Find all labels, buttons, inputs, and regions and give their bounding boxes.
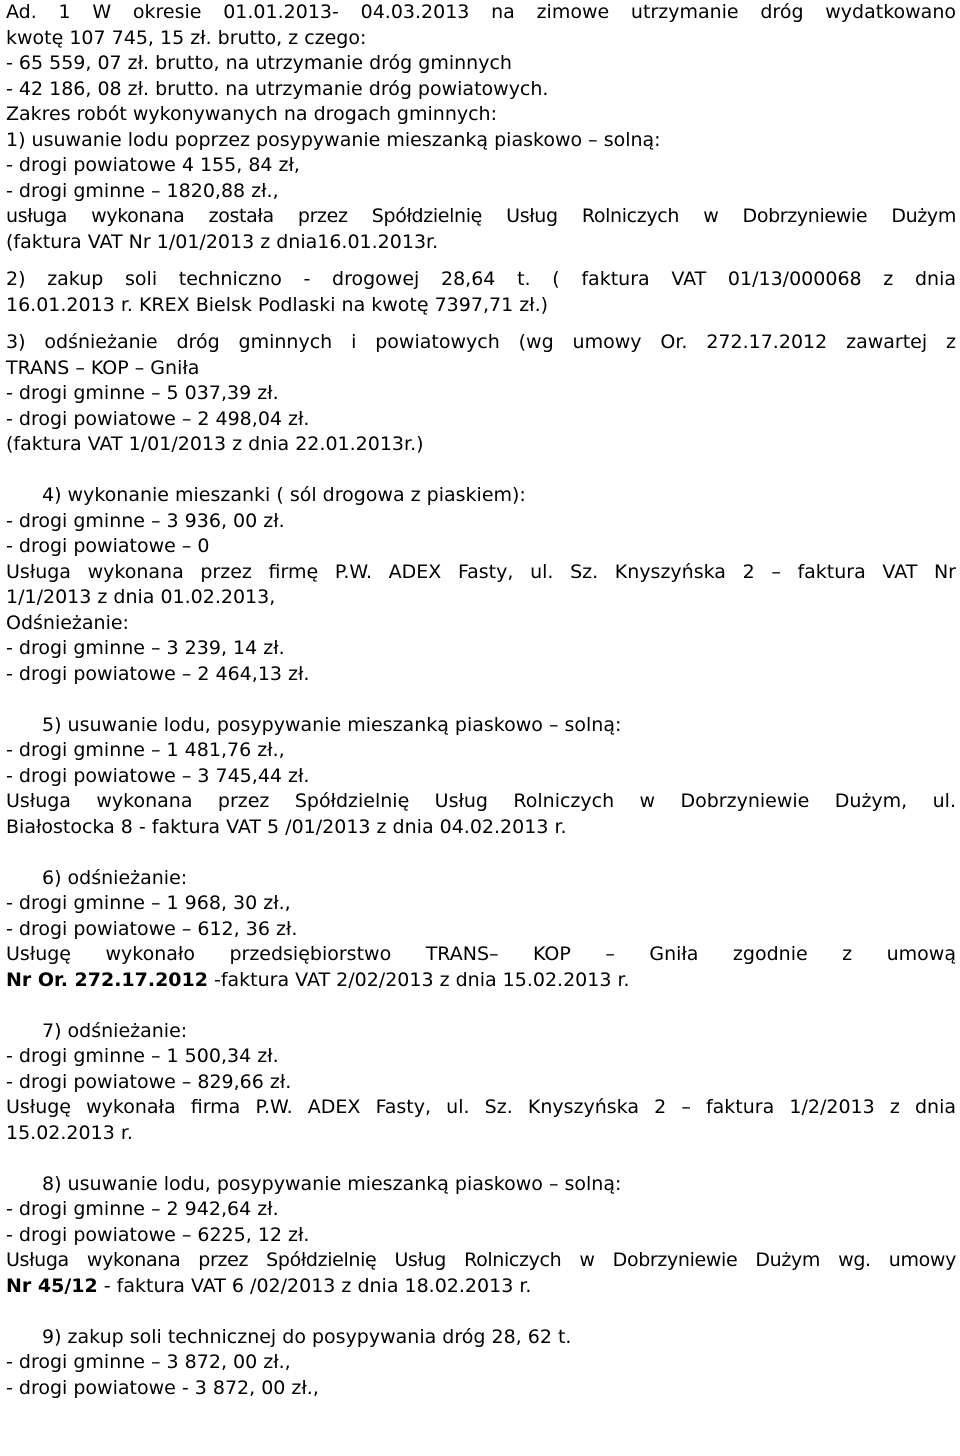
item5-line-b: - drogi powiatowe – 3 745,44 zł. xyxy=(6,764,310,787)
intro-line-4: - 42 186, 08 zł. brutto. na utrzymanie dróg powiatowych. xyxy=(6,77,549,100)
intro-line-2: kwotę 107 745, 15 zł. brutto, z czego: xyxy=(6,26,367,49)
item6-line-a: - drogi gminne – 1 968, 30 zł., xyxy=(6,892,291,914)
item7-line-a: - drogi gminne – 1 500,34 zł. xyxy=(6,1045,279,1067)
item8-title: 8) usuwanie lodu, posypywanie mieszanką piaskowo – solną: xyxy=(42,1172,622,1195)
item6-invoice: -faktura VAT 2/02/2013 z dnia 15.02.2013 r. xyxy=(207,968,630,991)
item4-line-d: 1/1/2013 z dnia 01.02.2013, xyxy=(6,586,276,608)
item4-line-c: Usługa wykonana przez firmę P.W. ADEX Fasty, ul. Sz. Knyszyńska 2 – faktura VAT Nr xyxy=(6,560,956,583)
item9-title: 9) zakup soli technicznej do posypywania dróg 28, 62 t. xyxy=(42,1325,572,1348)
item6-contract-number: Nr Or. 272.17.2012 xyxy=(6,968,208,991)
item9-line-b: - drogi powiatowe - 3 872, 00 zł., xyxy=(6,1376,319,1399)
item4-line-f: - drogi gminne – 3 239, 14 zł. xyxy=(6,637,285,659)
item8-line-a: - drogi gminne – 2 942,64 zł. xyxy=(6,1198,279,1220)
intro-line-1: Ad. 1 W okresie 01.01.2013- 04.03.2013 na zimowe utrzymanie dróg wydatkowano xyxy=(6,1,956,23)
item1-title: 1) usuwanie lodu poprzez posypywanie mieszanką piaskowo – solną: xyxy=(6,128,661,151)
item6-title: 6) odśnieżanie: xyxy=(42,866,188,889)
item6-line-c: Usługę wykonało przedsiębiorstwo TRANS– KOP – Gniła zgodnie z umową xyxy=(6,943,956,965)
item1-line-b: - drogi gminne – 1820,88 zł., xyxy=(6,179,279,202)
item7-line-d: 15.02.2013 r. xyxy=(6,1121,133,1144)
document-page xyxy=(6,0,956,1401)
item3-line-b: TRANS – KOP – Gniła xyxy=(6,356,200,379)
item1-line-a: - drogi powiatowe 4 155, 84 zł, xyxy=(6,154,300,176)
item7-line-c: Usługę wykonała firma P.W. ADEX Fasty, ul. Sz. Knyszyńska 2 – faktura 1/2/2013 z dnia xyxy=(6,1096,956,1118)
scope-heading: Zakres robót wykonywanych na drogach gminnych: xyxy=(6,103,497,125)
item5-line-a: - drogi gminne – 1 481,76 zł., xyxy=(6,739,285,761)
item6-line-d xyxy=(6,968,956,994)
item5-line-d: Białostocka 8 - faktura VAT 5 /01/2013 z dnia 04.02.2013 r. xyxy=(6,815,567,838)
item2-line-a: 2) zakup soli techniczno - drogowej 28,64 t. ( faktura VAT 01/13/000068 z dnia xyxy=(6,268,956,290)
item1-line-c: usługa wykonana została przez Spółdzielnię Usług Rolniczych w Dobrzyniewie Dużym xyxy=(6,205,956,227)
item4-line-a: - drogi gminne – 3 936, 00 zł. xyxy=(6,509,285,532)
item8-line-c: Usługa wykonana przez Spółdzielnię Usług Rolniczych w Dobrzyniewie Dużym wg. umowy xyxy=(6,1249,956,1271)
item4-line-g: - drogi powiatowe – 2 464,13 zł. xyxy=(6,662,310,685)
item6-line-b: - drogi powiatowe – 612, 36 zł. xyxy=(6,917,298,940)
item1-line-d: (faktura VAT Nr 1/01/2013 z dnia16.01.2013r. xyxy=(6,230,439,253)
intro-line-3: - 65 559, 07 zł. brutto, na utrzymanie dróg gminnych xyxy=(6,52,512,74)
item5-title: 5) usuwanie lodu, posypywanie mieszanką piaskowo – solną: xyxy=(42,713,622,736)
item4-line-b: - drogi powiatowe – 0 xyxy=(6,535,210,557)
item8-contract-number: Nr 45/12 xyxy=(6,1274,98,1297)
item5-line-c: Usługa wykonana przez Spółdzielnię Usług Rolniczych w Dobrzyniewie Dużym, ul. xyxy=(6,790,956,812)
item3-line-c: - drogi gminne – 5 037,39 zł. xyxy=(6,382,279,404)
item7-line-b: - drogi powiatowe – 829,66 zł. xyxy=(6,1070,292,1093)
item3-line-e: (faktura VAT 1/01/2013 z dnia 22.01.2013r.) xyxy=(6,433,424,455)
item8-invoice: - faktura VAT 6 /02/2013 z dnia 18.02.2013 r. xyxy=(97,1274,532,1297)
item3-line-d: - drogi powiatowe – 2 498,04 zł. xyxy=(6,407,310,430)
item2-line-b: 16.01.2013 r. KREX Bielsk Podlaski na kwotę 7397,71 zł.) xyxy=(6,293,549,316)
item7-title: 7) odśnieżanie: xyxy=(42,1019,188,1042)
item8-line-b: - drogi powiatowe – 6225, 12 zł. xyxy=(6,1223,310,1246)
item3-line-a: 3) odśnieżanie dróg gminnych i powiatowych (wg umowy Or. 272.17.2012 zawartej z xyxy=(6,331,956,353)
item4-line-e: Odśnieżanie: xyxy=(6,611,129,634)
item4-title: 4) wykonanie mieszanki ( sól drogowa z piaskiem): xyxy=(42,484,526,506)
item9-line-a: - drogi gminne – 3 872, 00 zł., xyxy=(6,1351,291,1373)
item8-line-d xyxy=(6,1274,956,1300)
